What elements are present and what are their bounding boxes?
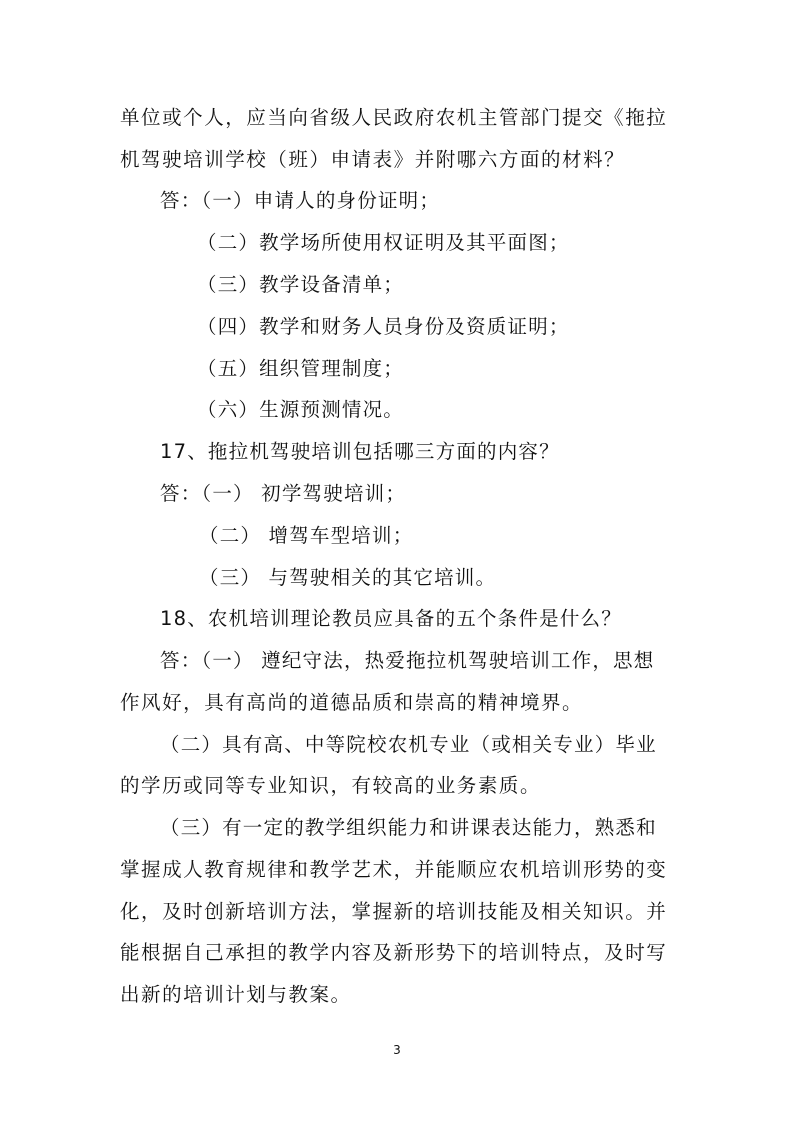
question-18: 18、农机培训理论教员应具备的五个条件是什么？: [160, 607, 622, 630]
answer-17-line-1: 答：（一） 初学驾驶培训；: [160, 482, 407, 505]
answer-18-line-6: 掌握成人教育规律和教学艺术，并能顺应农机培训形势的变: [120, 858, 668, 881]
answer-18-line-1: 答：（一） 遵纪守法，热爱拖拉机驾驶培训工作，思想: [160, 649, 655, 672]
page-number: 3: [393, 1043, 401, 1057]
answer-17-line-3: （三） 与驾驶相关的其它培训。: [199, 566, 497, 589]
answer-16-line-6: （六）生源预测情况。: [197, 398, 405, 421]
answer-18-line-4: 的学历或同等专业知识，有较高的业务素质。: [120, 774, 542, 797]
answer-16-line-5: （五）组织管理制度；: [197, 357, 405, 380]
question-16-line-2: 机驾驶培训学校（班）申请表》并附哪六方面的材料？: [120, 148, 626, 171]
answer-17-line-2: （二） 增驾车型培训；: [199, 524, 414, 547]
answer-18-line-9: 出新的培训计划与教案。: [120, 983, 352, 1006]
answer-18-line-5: （三）有一定的教学组织能力和讲课表达能力，熟悉和: [160, 816, 657, 839]
answer-16-line-3: （三）教学设备清单；: [197, 273, 405, 296]
answer-18-line-8: 能根据自己承担的教学内容及新形势下的培训特点，及时写: [120, 941, 668, 964]
answer-16-line-1: 答：（一）申请人的身份证明；: [160, 189, 441, 212]
question-16-line-1: 单位或个人，应当向省级人民政府农机主管部门提交《拖拉: [120, 106, 668, 129]
answer-18-line-7: 化，及时创新培训方法，掌握新的培训技能及相关知识。并: [120, 900, 668, 923]
answer-16-line-2: （二）教学场所使用权证明及其平面图；: [197, 231, 570, 254]
question-17: 17、拖拉机驾驶培训包括哪三方面的内容？: [160, 440, 560, 463]
answer-16-line-4: （四）教学和财务人员身份及资质证明；: [197, 315, 570, 338]
answer-18-line-3: （二）具有高、中等院校农机专业（或相关专业）毕业: [160, 733, 657, 756]
answer-18-line-2: 作风好，具有高尚的道德品质和崇高的精神境界。: [120, 691, 584, 714]
